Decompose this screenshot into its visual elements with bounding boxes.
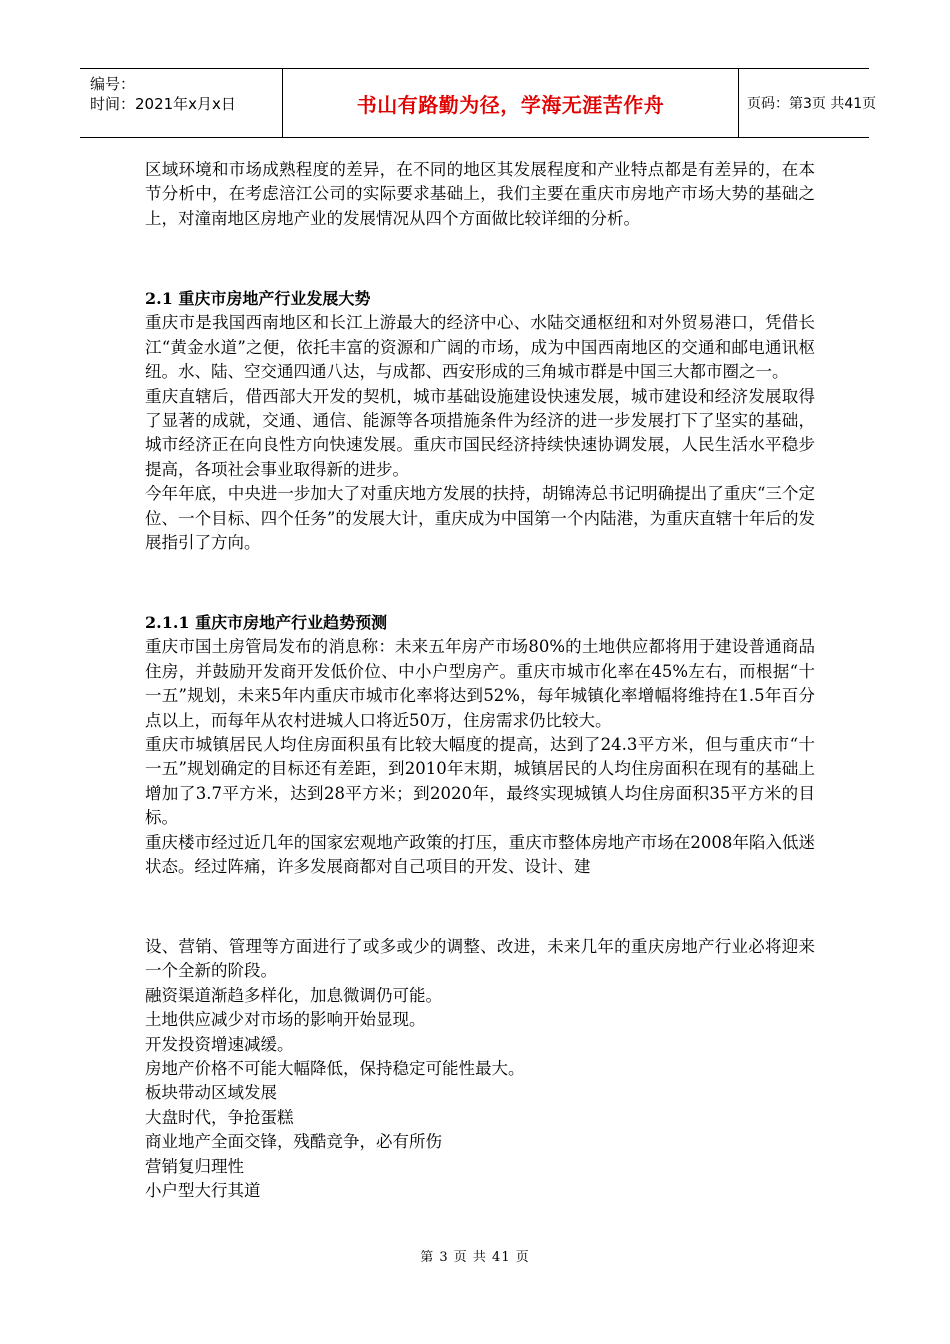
header-motto-cell [283, 69, 739, 137]
header-motto: 书山有路勤为径，学海无涯苦作舟 [356, 92, 665, 117]
date-label: 时间：2021年x月x日 [90, 95, 236, 113]
section-heading: 2.1 重庆市房地产行业发展大势 [145, 289, 371, 308]
section-heading: 2.1.1 重庆市房地产行业趋势预测 [145, 613, 388, 632]
body-paragraph: 重庆直辖后，借西部大开发的契机，城市基础设施建设快速发展，城市建设和经济发展取得了显著的成就，交通、通信、能源等各项措施条件为经济的进一步发展打下了坚实的基础，城市经济正在向良性方向快速发展。重庆市国民经济持续快速协调发展，人民生活水平稳步提高，各项社会事业取得新的进步。 [145, 386, 815, 479]
body-paragraph: 重庆市城镇居民人均住房面积虽有比较大幅度的提高，达到了24.3平方米，但与重庆市“十一五”规划确定的目标还有差距，到2010年末期，城镇居民的人均住房面积在现有的基础上增加了3.7平方米，达到28平方米；到2020年，最终实现城镇人均住房面积35平方米的目标。 [145, 735, 815, 828]
header-page-info: 页码：第3页 共41页 [747, 96, 877, 112]
body-paragraph: 设、营销、管理等方面进行了或多或少的调整、改进，未来几年的重庆房地产行业必将迎来一个全新的阶段。 [145, 937, 815, 981]
list-item: 土地供应减少对市场的影响开始显现。 [145, 1010, 426, 1030]
list-item: 营销复归理性 [145, 1156, 244, 1176]
section-2-1 [145, 287, 815, 555]
page-header [80, 68, 877, 138]
intro-paragraph: 区域环境和市场成熟程度的差异，在不同的地区其发展程度和产业特点都是有差异的，在本节分析中，在考虑涪江公司的实际要求基础上，我们主要在重庆市房地产市场大势的基础之上，对潼南地区房地产业的发展情况从四个方面做比较详细的分析。 [145, 160, 815, 228]
list-item: 融资渠道渐趋多样化，加息微调仍可能。 [145, 985, 442, 1005]
intro-block [145, 158, 815, 231]
header-meta-cell [80, 69, 283, 137]
body-paragraph: 重庆市是我国西南地区和长江上游最大的经济中心、水陆交通枢纽和对外贸易港口，凭借长江“黄金水道”之便，依托丰富的资源和广阔的市场，成为中国西南地区的交通和邮电通讯枢纽。水、陆、空交通四通八达，与成都、西安形成的三角城市群是中国三大都市圈之一。 [145, 313, 815, 382]
header-page-cell [739, 69, 877, 137]
list-item: 开发投资增速减缓。 [145, 1034, 294, 1054]
list-item: 小户型大行其道 [145, 1181, 261, 1201]
list-item: 板块带动区域发展 [145, 1083, 277, 1103]
list-item: 房地产价格不可能大幅降低，保持稳定可能性最大。 [145, 1059, 525, 1079]
section-2-1-1 [145, 611, 815, 879]
list-item: 大盘时代，争抢蛋糕 [145, 1107, 294, 1127]
body-paragraph: 重庆市国土房管局发布的消息称：未来五年房产市场80%的土地供应都将用于建设普通商品住房，并鼓励开发商开发低价位、中小户型房产。重庆市城市化率在45%左右，而根据“十一五”规划，未来5年内重庆市城市化率将达到52%，每年城镇化率增幅将维持在1.5年百分点以上，而每年从农村进城人口将近50万，住房需求仍比较大。 [145, 637, 815, 730]
continuation-block [145, 935, 815, 1203]
page-footer: 第 3 页 共 41 页 [420, 1250, 530, 1265]
body-paragraph: 重庆楼市经过近几年的国家宏观地产政策的打压，重庆市整体房地产市场在2008年陷入低迷状态。经过阵痛，许多发展商都对自己项目的开发、设计、建 [145, 832, 815, 877]
number-label: 编号： [90, 75, 136, 93]
body-paragraph: 今年年底，中央进一步加大了对重庆地方发展的扶持，胡锦涛总书记明确提出了重庆“三个定位、一个目标、四个任务”的发展大计，重庆成为中国第一个内陆港，为重庆直辖十年后的发展指引了方向。 [145, 484, 815, 553]
list-item: 商业地产全面交锋，残酷竞争，必有所伤 [145, 1132, 442, 1152]
